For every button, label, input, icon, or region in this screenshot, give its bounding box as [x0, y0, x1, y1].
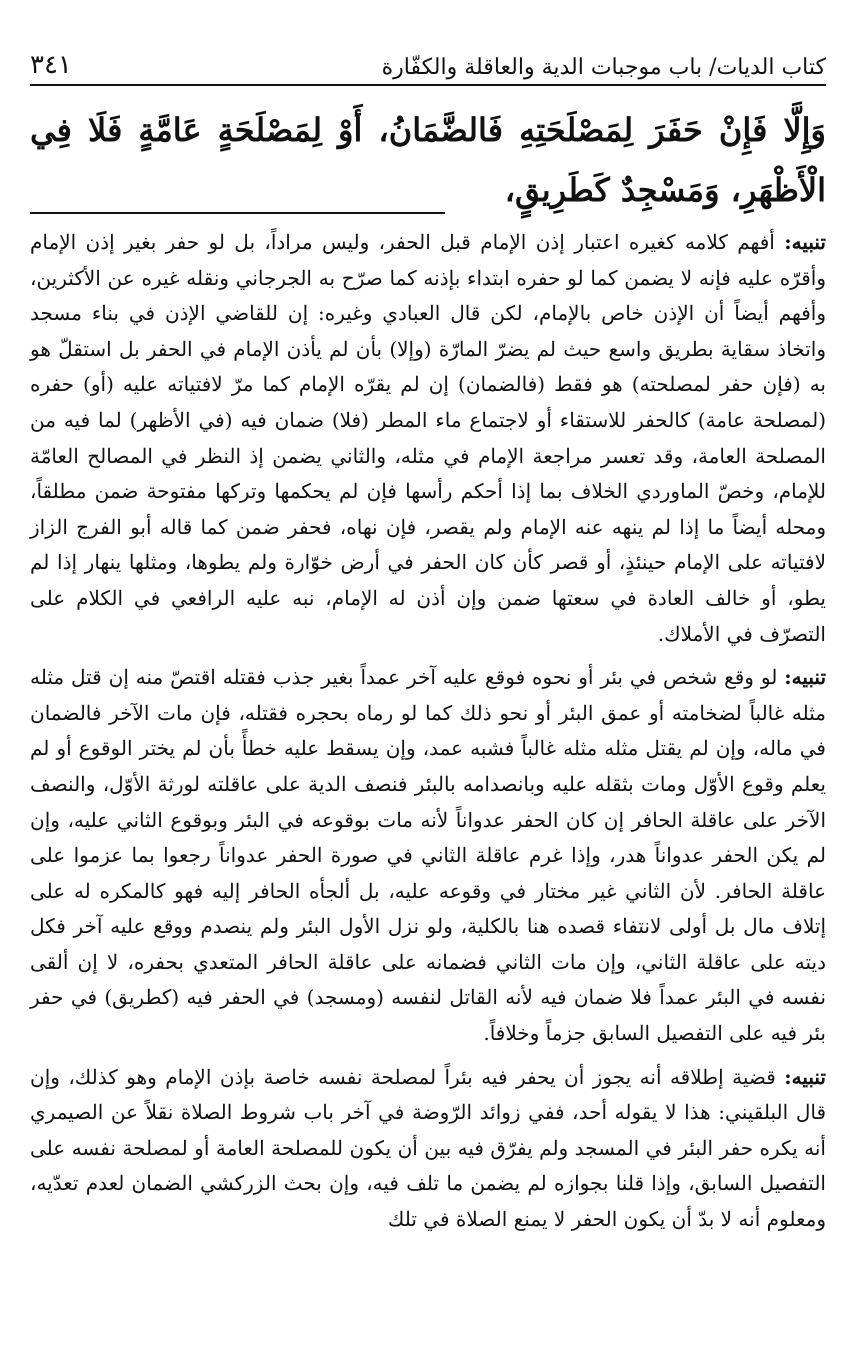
page [30, 0, 826, 1367]
page-number: ٣٤١ [30, 50, 72, 80]
note-paragraph [30, 225, 826, 652]
note-label: تنبيه: [784, 230, 826, 254]
note-text: أفهم كلامه كغيره اعتبار إذن الإمام قبل الحفر، وليس مراداً، بل لو حفر بغير إذن الإمام وأقرّه عليه فإنه لا يضمن كما لو حفره ابتداء بإذنه كما صرّح به الجرجاني ونقله غيره عن الأكثرين، وأفهم أيضاً أن الإذن خاص بالإمام، لكن قال العبادي وغيره: إن للقاضي الإذن في بناء مسجد واتخاذ سقاية بطريق واسع حيث لم يضرّ المارّة (وإلا) بأن لم يأذن الإمام في الحفر بل استقلّ هو به (فإن حفر لمصلحته) هو فقط (فالضمان) إن لم يقرّه الإمام كما مرّ لافتياته عليه (أو) حفره (لمصلحة عامة) كالحفر للاستقاء أو لاجتماع ماء المطر (فلا) ضمان فيه (في الأظهر) لما فيه من المصلحة العامة، وقد تعسر مراجعة الإمام في مثله، والثاني يضمن إذ النظر في المصالح العامّة للإمام، وخصّ الماوردي الخلاف بما إذا أحكم رأسها فإن لم يحكمها وتركها مفتوحة ضمن مطلقاً، ومحله أيضاً ما إذا لم ينهه عنه الإمام ولم يقصر، فإن نهاه، فحفر ضمن كما قاله أبو الفرج الزاز لافتياته على الإمام حينئذٍ، أو قصر كأن كان الحفر في أرض خوّارة ولم يطوها، ومثلها ينهار إذا لم يطو، أو خالف العادة في سعتها ضمن وإن أذن له الإمام، نبه عليه الرافعي في الكلام على التصرّف في الأملاك. [30, 230, 826, 646]
header-title: كتاب الديات/ باب موجبات الدية والعاقلة والكفّارة [381, 55, 826, 80]
note-label: تنبيه: [784, 1064, 826, 1089]
running-header [30, 36, 826, 80]
note-paragraph [30, 660, 826, 1052]
matn-text: وَإِلَّا فَإِنْ حَفَرَ لِمَصْلَحَتِهِ فَالضَّمَانُ، أَوْ لِمَصْلَحَةٍ عَامَّةٍ فَلَا فِي الْأَظْهَرِ، وَمَسْجِدٌ كَطَرِيقٍ، [30, 111, 826, 209]
note-label: تنبيه: [784, 665, 827, 690]
header-divider [30, 84, 826, 86]
note-paragraph [30, 1060, 826, 1238]
matn-divider [30, 212, 445, 214]
note-text: قضية إطلاقه أنه يجوز أن يحفر فيه بئراً لمصلحة نفسه خاصة بإذن الإمام وهو كذلك، وإن قال البلقيني: هذا لا يقوله أحد، ففي زوائد الرّوضة في آخر باب شروط الصلاة نقلاً عن الصيمري أنه يكره حفر البئر في المسجد ولم يفرّق فيه بين أن يكون للمصلحة العامة أو لمصلحة نفسه على التفصيل السابق، وإذا قلنا بجوازه لم يضمن ما تلف فيه، وإن بحث الزركشي الضمان لعدم تعدّيه، ومعلوم أنه لا بدّ أن يكون الحفر لا يمنع الصلاة في تلك [30, 1064, 826, 1232]
note-text: لو وقع شخص في بئر أو نحوه فوقع عليه آخر عمداً بغير جذب فقتله اقتصّ منه إن قتل مثله مثله غالباً لضخامته أو عمق البئر أو نحو ذلك كما لو رماه بحجره فقتله، فإن مات الآخر فالضمان في ماله، وإن لم يقتل مثله مثله غالباً فشبه عمد، وإن يسقط عليه خطأً بأن لم يختر الوقوع أو لم يعلم وقوع الأوّل ومات بثقله عليه وبانصدامه بالبئر فنصف الدية على عاقلته لورثة الأوّل، والنصف الآخر على عاقلة الحافر إن كان الحفر عدواناً لأنه مات بوقوعه في البئر وبوقوع الثاني عليه، وإن لم يكن الحفر عدواناً هدر، وإذا غرم عاقلة الثاني في صورة الحفر عدواناً رجعوا بما عزموا على عاقلة الحافر. لأن الثاني غير مختار في وقوعه عليه، بل ألجأه الحافر إليه فهو كالمكره له على إتلاف مال بل أولى لانتفاء قصده هنا بالكلية، ولو نزل الأول البئر ولم ينصدم ووقع عليه آخر فكل ديته على عاقلة الثاني، وإن مات الثاني فضمانه على عاقلة الحافر المتعدي بحفره، لا إن ألقى نفسه في البئر عمداً فلا ضمان فيه لأنه القاتل لنفسه (ومسجد) في الحفر فيه (كطريق) في حفر بئر فيه على التفصيل السابق جزماً وخلافاً. [30, 665, 826, 1046]
commentary [30, 225, 826, 1246]
